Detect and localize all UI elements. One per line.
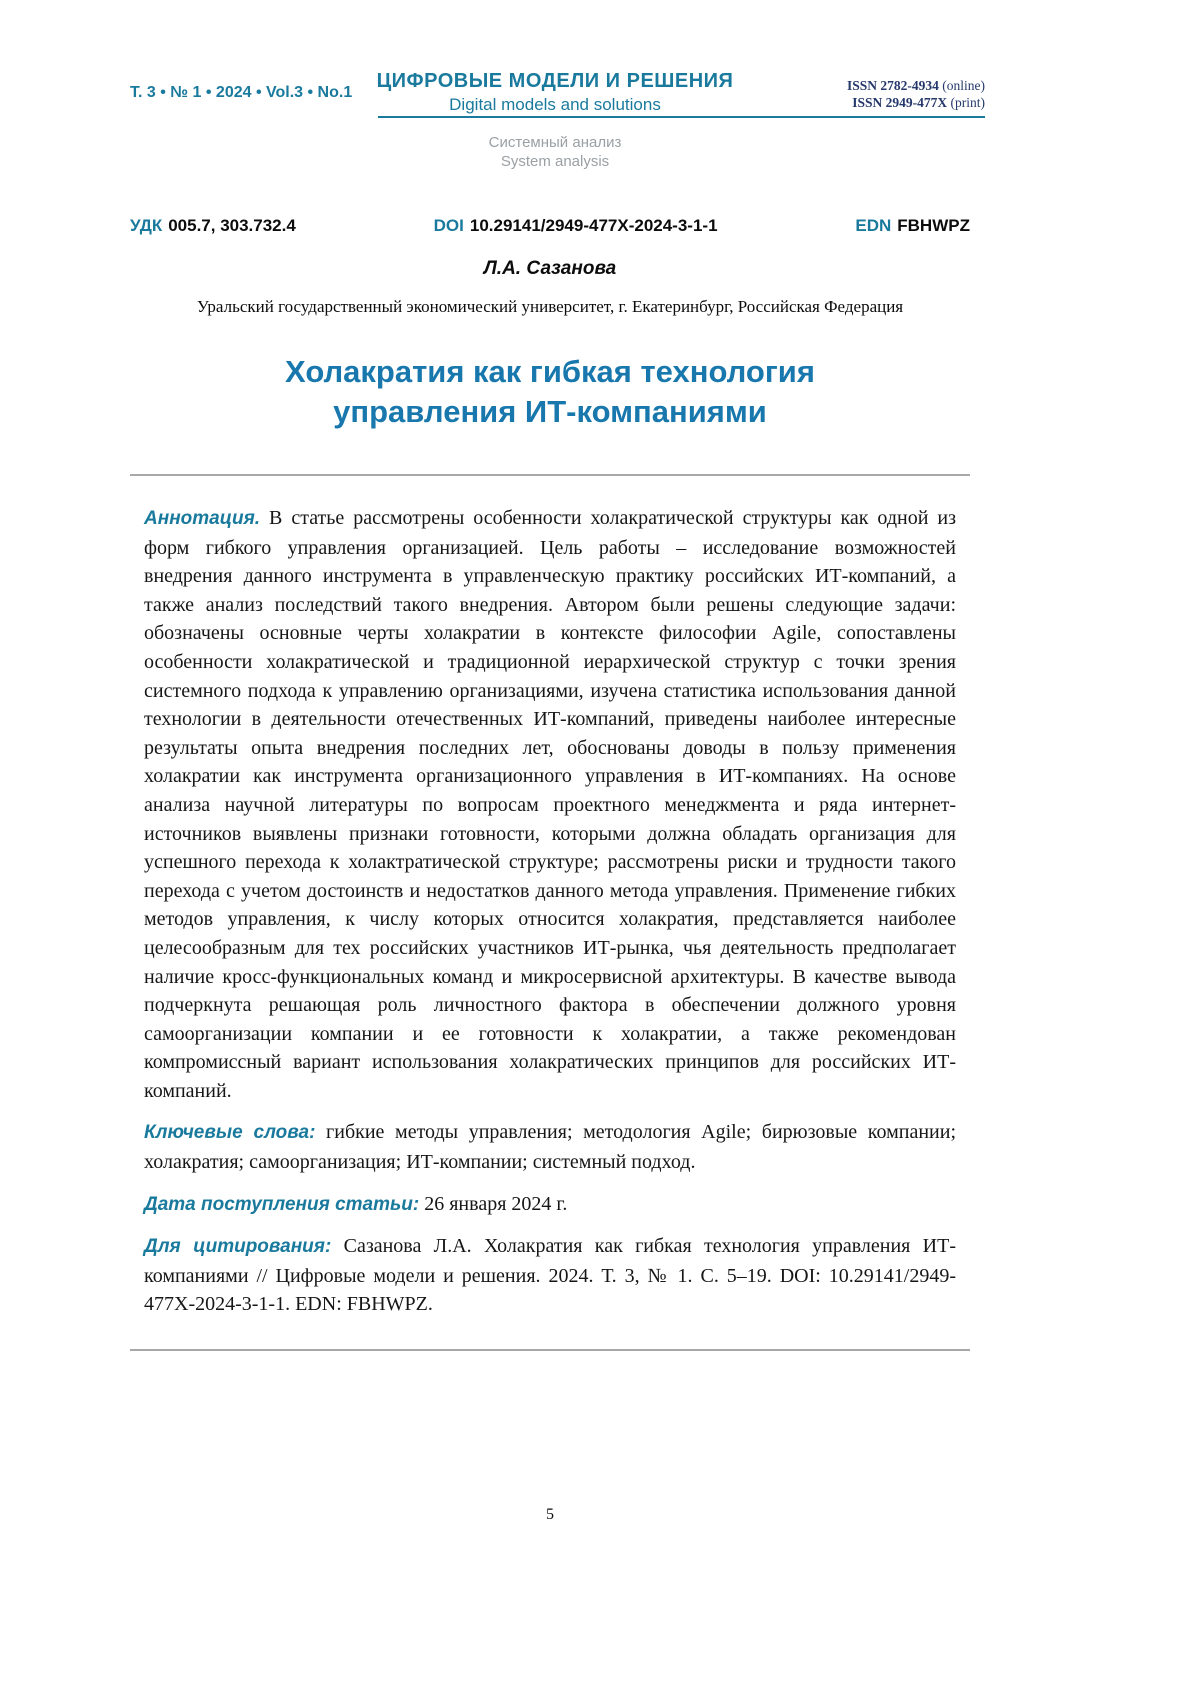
abstract-text: В статье рассмотрены особенности холакратической структуры как одной из форм гибкого управления организацией. Цель работы – исследование возможностей внедрения данного инструмента в управленческую практику российских ИТ-компаний, а также анализ последствий такого внедрения. Автором были решены следующие задачи: обозначены основные черты холакратии в контексте философии Agile, сопоставлены особенности холакратической и традиционной иерархической структур с точки зрения системного подхода к управлению организациями, изучена статистика использования данной технологии в деятельности отечественных ИТ-компаний, приведены наиболее интересные результаты опыта внедрения последних лет, обоснованы доводы в пользу применения холакратии как инструмента организационного управления в ИТ-компаниях. На основе анализа научной литературы по вопросам проектного менеджмента и ряда интернет-источников выявлены признаки готовности, которыми должна обладать организация для успешного перехода к холактратической структуре; рассмотрены риски и трудности такого перехода с учетом достоинств и недостатков данного метода управления. Применение гибких методов управления, к числу которых относится холакратия, представляется наиболее целесообразным для тех российских участников ИТ-рынка, чья деятельность предполагает наличие кросс-функциональных команд и микросервисной архитектуры. В качестве вывода подчеркнута решающая роль личностного фактора в обеспечении должного уровня самоорганизации компании и ее готовности к холакратии, а также рекомендован компромиссный вариант использования холакратических принципов для российских ИТ-компаний. (144, 507, 956, 1102)
issn-online-number: ISSN 2782-4934 (846, 78, 939, 93)
issn-print (847, 94, 985, 111)
section-name-en: System analysis (500, 153, 610, 170)
issn-online (847, 77, 985, 94)
doi-value: 10.29141/2949-477X-2024-3-1-1 (469, 216, 718, 235)
received-label: Дата поступления статьи: (144, 1193, 420, 1215)
author-affiliation: Уральский государственный экономический университет, г. Екатеринбург, Российская Федерация (196, 297, 904, 316)
article-front-matter (130, 474, 970, 1351)
article-title-line2: управления ИТ-компаниями (333, 394, 767, 429)
issn-print-number: ISSN 2949-477X (852, 95, 948, 110)
article-title-line1: Холакратия как гибкая технология (285, 354, 815, 389)
keywords (144, 1118, 956, 1176)
received-date (144, 1190, 956, 1220)
received-text: 26 января 2024 г. (424, 1192, 568, 1215)
edn-label: EDN (855, 216, 892, 235)
meta-row (130, 216, 970, 236)
edn-value: FBHWPZ (897, 216, 970, 235)
page-number: 5 (546, 1506, 554, 1523)
keywords-label: Ключевые слова: (144, 1122, 316, 1144)
udc-value: 005.7, 303.732.4 (168, 216, 296, 235)
journal-title-en: Digital models and solutions (449, 95, 661, 114)
udc (130, 216, 296, 236)
journal-title-ru: ЦИФРОВЫЕ МОДЕЛИ И РЕШЕНИЯ (376, 70, 734, 92)
article-title (130, 352, 970, 432)
issn-print-note: (print) (950, 95, 985, 110)
abstract-label: Аннотация. (144, 508, 261, 529)
citation-text: Сазанова Л.А. Холакратия как гибкая технология управления ИТ-компаниями // Цифровые модели и решения. 2024. Т. 3, № 1. С. 5–19. DOI: 10.29141/2949-477X-2024-3-1-1. EDN: FBHWPZ. (144, 1235, 956, 1316)
header-rule (378, 116, 985, 118)
content-inner (130, 504, 970, 1319)
section-block (345, 133, 765, 171)
udc-label: УДК (130, 216, 163, 235)
citation (144, 1232, 956, 1319)
edn (855, 216, 970, 236)
journal-title-block (345, 70, 765, 115)
doi-label: DOI (433, 216, 464, 235)
keywords-text: гибкие методы управления; методология Agile; бирюзовые компании; холакратия; самоорганизация; ИТ-компании; системный подход. (144, 1121, 956, 1174)
issn-block (847, 77, 985, 111)
issn-online-note: (online) (942, 78, 985, 93)
bottom-divider (130, 1349, 970, 1351)
top-divider (130, 474, 970, 476)
author-name: Л.А. Сазанова (483, 258, 617, 279)
citation-label: Для цитирования: (144, 1236, 332, 1258)
section-name-ru: Системный анализ (488, 134, 622, 151)
doi (434, 216, 718, 236)
abstract (144, 504, 956, 1105)
issue-info: Т. 3 • № 1 • 2024 • Vol.3 • No.1 (130, 84, 353, 101)
